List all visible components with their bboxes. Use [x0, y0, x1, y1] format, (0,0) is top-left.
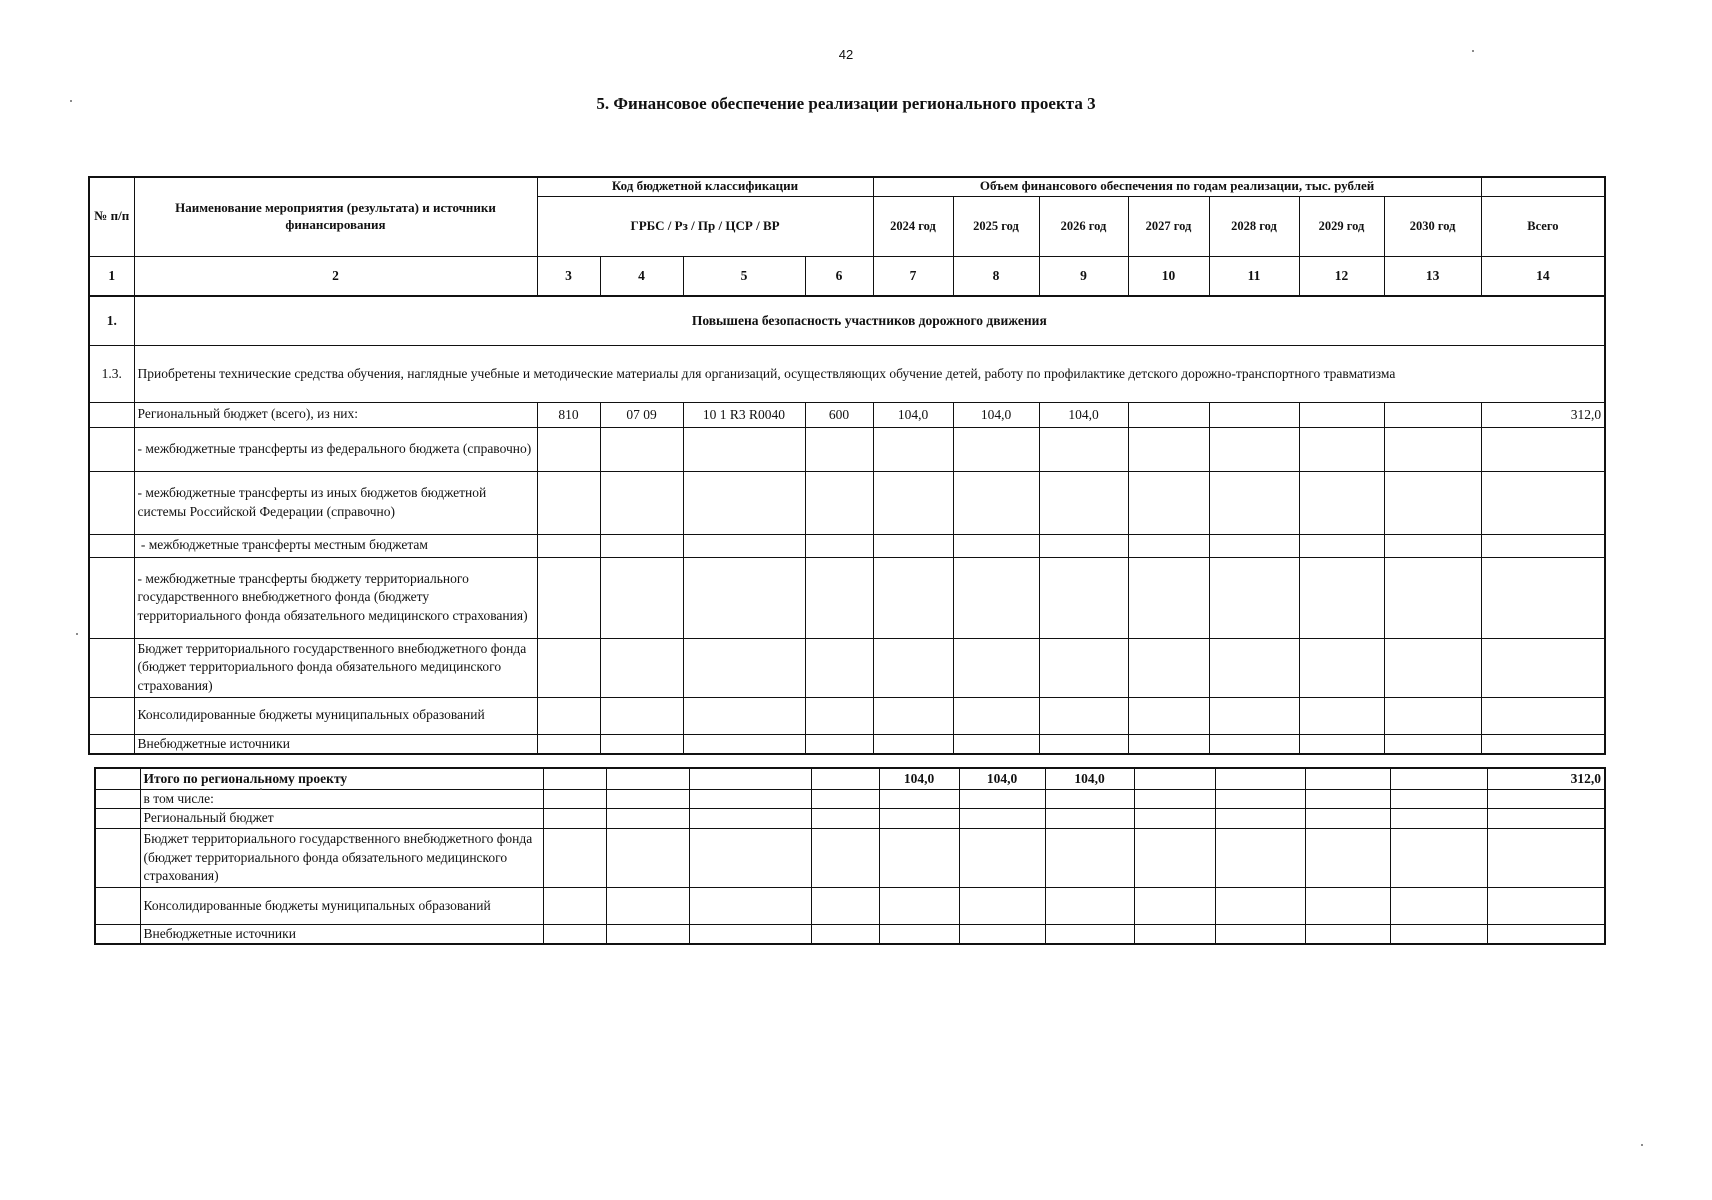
column-number: 7 [873, 256, 953, 296]
row-number-cell [95, 808, 140, 828]
section-row [89, 296, 1605, 345]
row-number-cell [89, 534, 134, 557]
value-2026: 104,0 [1039, 402, 1128, 427]
scan-speck [1641, 1144, 1643, 1146]
value-total: 312,0 [1481, 402, 1605, 427]
table-row [89, 638, 1605, 697]
table-row [89, 534, 1605, 557]
column-number: 14 [1481, 256, 1605, 296]
row-number-cell [95, 924, 140, 944]
page-number: 42 [838, 47, 854, 62]
year-header-2027: 2027 год [1128, 196, 1209, 256]
total-header: Всего [1481, 196, 1605, 256]
scan-speck [260, 788, 262, 790]
value-2024: 104,0 [873, 402, 953, 427]
page-title: 5. Финансовое обеспечение реализации регионального проекта 3 [596, 94, 1096, 113]
table-row [95, 887, 1605, 924]
column-number: 5 [683, 256, 805, 296]
row-number-cell [89, 402, 134, 427]
table-row [89, 734, 1605, 754]
volume-header: Объем финансового обеспечения по годам реализации, тыс. рублей [873, 177, 1481, 196]
header-row [89, 177, 1605, 196]
value-2028 [1209, 402, 1299, 427]
table-row [89, 557, 1605, 638]
column-number: 10 [1128, 256, 1209, 296]
project-total-table [94, 767, 1606, 945]
row-name: - межбюджетные трансферты из иных бюджетов бюджетной системы Российской Федерации (справочно) [134, 471, 537, 534]
table-row [95, 828, 1605, 887]
column-number: 8 [953, 256, 1039, 296]
year-header-2030: 2030 год [1384, 196, 1481, 256]
kbk-header: Код бюджетной классификации [537, 177, 873, 196]
value-2025: 104,0 [959, 768, 1045, 789]
row-name: Региональный бюджет [140, 808, 543, 828]
column-number: 13 [1384, 256, 1481, 296]
row-name: Региональный бюджет (всего), из них: [134, 402, 537, 427]
row-number-cell [95, 828, 140, 887]
column-number: 3 [537, 256, 600, 296]
row-number-cell [89, 638, 134, 697]
row-name: - межбюджетные трансферты из федерального бюджета (справочно) [134, 427, 537, 471]
year-header-2028: 2028 год [1209, 196, 1299, 256]
scan-speck [1472, 50, 1474, 52]
table-row [89, 697, 1605, 734]
subsection-row [89, 345, 1605, 402]
row-number-cell [95, 768, 140, 789]
column-number: 11 [1209, 256, 1299, 296]
year-header-2029: 2029 год [1299, 196, 1384, 256]
row-name: Консолидированные бюджеты муниципальных образований [140, 887, 543, 924]
column-number: 12 [1299, 256, 1384, 296]
column-number-row [89, 256, 1605, 296]
scan-speck [70, 100, 72, 102]
row-number-cell [89, 557, 134, 638]
row-number-cell [95, 887, 140, 924]
column-number: 9 [1039, 256, 1128, 296]
year-header-2026: 2026 год [1039, 196, 1128, 256]
row-name: в том числе: [140, 789, 543, 808]
table-row [89, 427, 1605, 471]
column-number: 4 [600, 256, 683, 296]
value-2027 [1128, 402, 1209, 427]
value-2030 [1384, 402, 1481, 427]
rzpr-cell: 07 09 [600, 402, 683, 427]
row-name: Бюджет территориального государственного внебюджетного фонда (бюджет территориального фонда обязательного медицинского страхования) [134, 638, 537, 697]
row-name: Внебюджетные источники [134, 734, 537, 754]
section-title: Повышена безопасность участников дорожного движения [134, 296, 1605, 345]
row-name: - межбюджетные трансферты местным бюджетам [134, 534, 537, 557]
kbk-sub-header: ГРБС / Рз / Пр / ЦСР / ВР [537, 196, 873, 256]
row-number-cell [89, 697, 134, 734]
table-row [95, 808, 1605, 828]
column-number: 2 [134, 256, 537, 296]
scan-speck [76, 633, 78, 635]
year-header-2024: 2024 год [873, 196, 953, 256]
section-number: 1. [89, 296, 134, 345]
name-header: Наименование мероприятия (результата) и источники финансирования [134, 177, 537, 256]
row-number-cell [95, 789, 140, 808]
vr-cell: 600 [805, 402, 873, 427]
csr-cell: 10 1 R3 R0040 [683, 402, 805, 427]
table-row [89, 471, 1605, 534]
value-total: 312,0 [1487, 768, 1605, 789]
financing-table [88, 176, 1606, 755]
row-number-cell [89, 427, 134, 471]
row-number-cell [89, 471, 134, 534]
grbs-cell: 810 [537, 402, 600, 427]
table-row [95, 924, 1605, 944]
row-name: Консолидированные бюджеты муниципальных образований [134, 697, 537, 734]
column-number: 6 [805, 256, 873, 296]
table-row [95, 789, 1605, 808]
row-name: Внебюджетные источники [140, 924, 543, 944]
table-row [89, 402, 1605, 427]
num-header: № п/п [89, 177, 134, 256]
row-name: - межбюджетные трансферты бюджету территориального государственного внебюджетного фонда (бюджету территориального фонда обязательного медицинского страхования) [134, 557, 537, 638]
table-row [95, 768, 1605, 789]
value-2029 [1299, 402, 1384, 427]
row-name: Бюджет территориального государственного внебюджетного фонда (бюджет территориального фонда обязательного медицинского страхования) [140, 828, 543, 887]
header-empty-cell [1481, 177, 1605, 196]
column-number: 1 [89, 256, 134, 296]
subsection-title: Приобретены технические средства обучения, наглядные учебные и методические материалы для организаций, осуществляющих обучение детей, работу по профилактике детского дорожно-транспортного травматизма [134, 345, 1605, 402]
row-number-cell [89, 734, 134, 754]
year-header-2025: 2025 год [953, 196, 1039, 256]
value-2025: 104,0 [953, 402, 1039, 427]
value-2026: 104,0 [1045, 768, 1134, 789]
row-name: Итого по региональному проекту [140, 768, 543, 789]
value-2024: 104,0 [879, 768, 959, 789]
subsection-number: 1.3. [89, 345, 134, 402]
